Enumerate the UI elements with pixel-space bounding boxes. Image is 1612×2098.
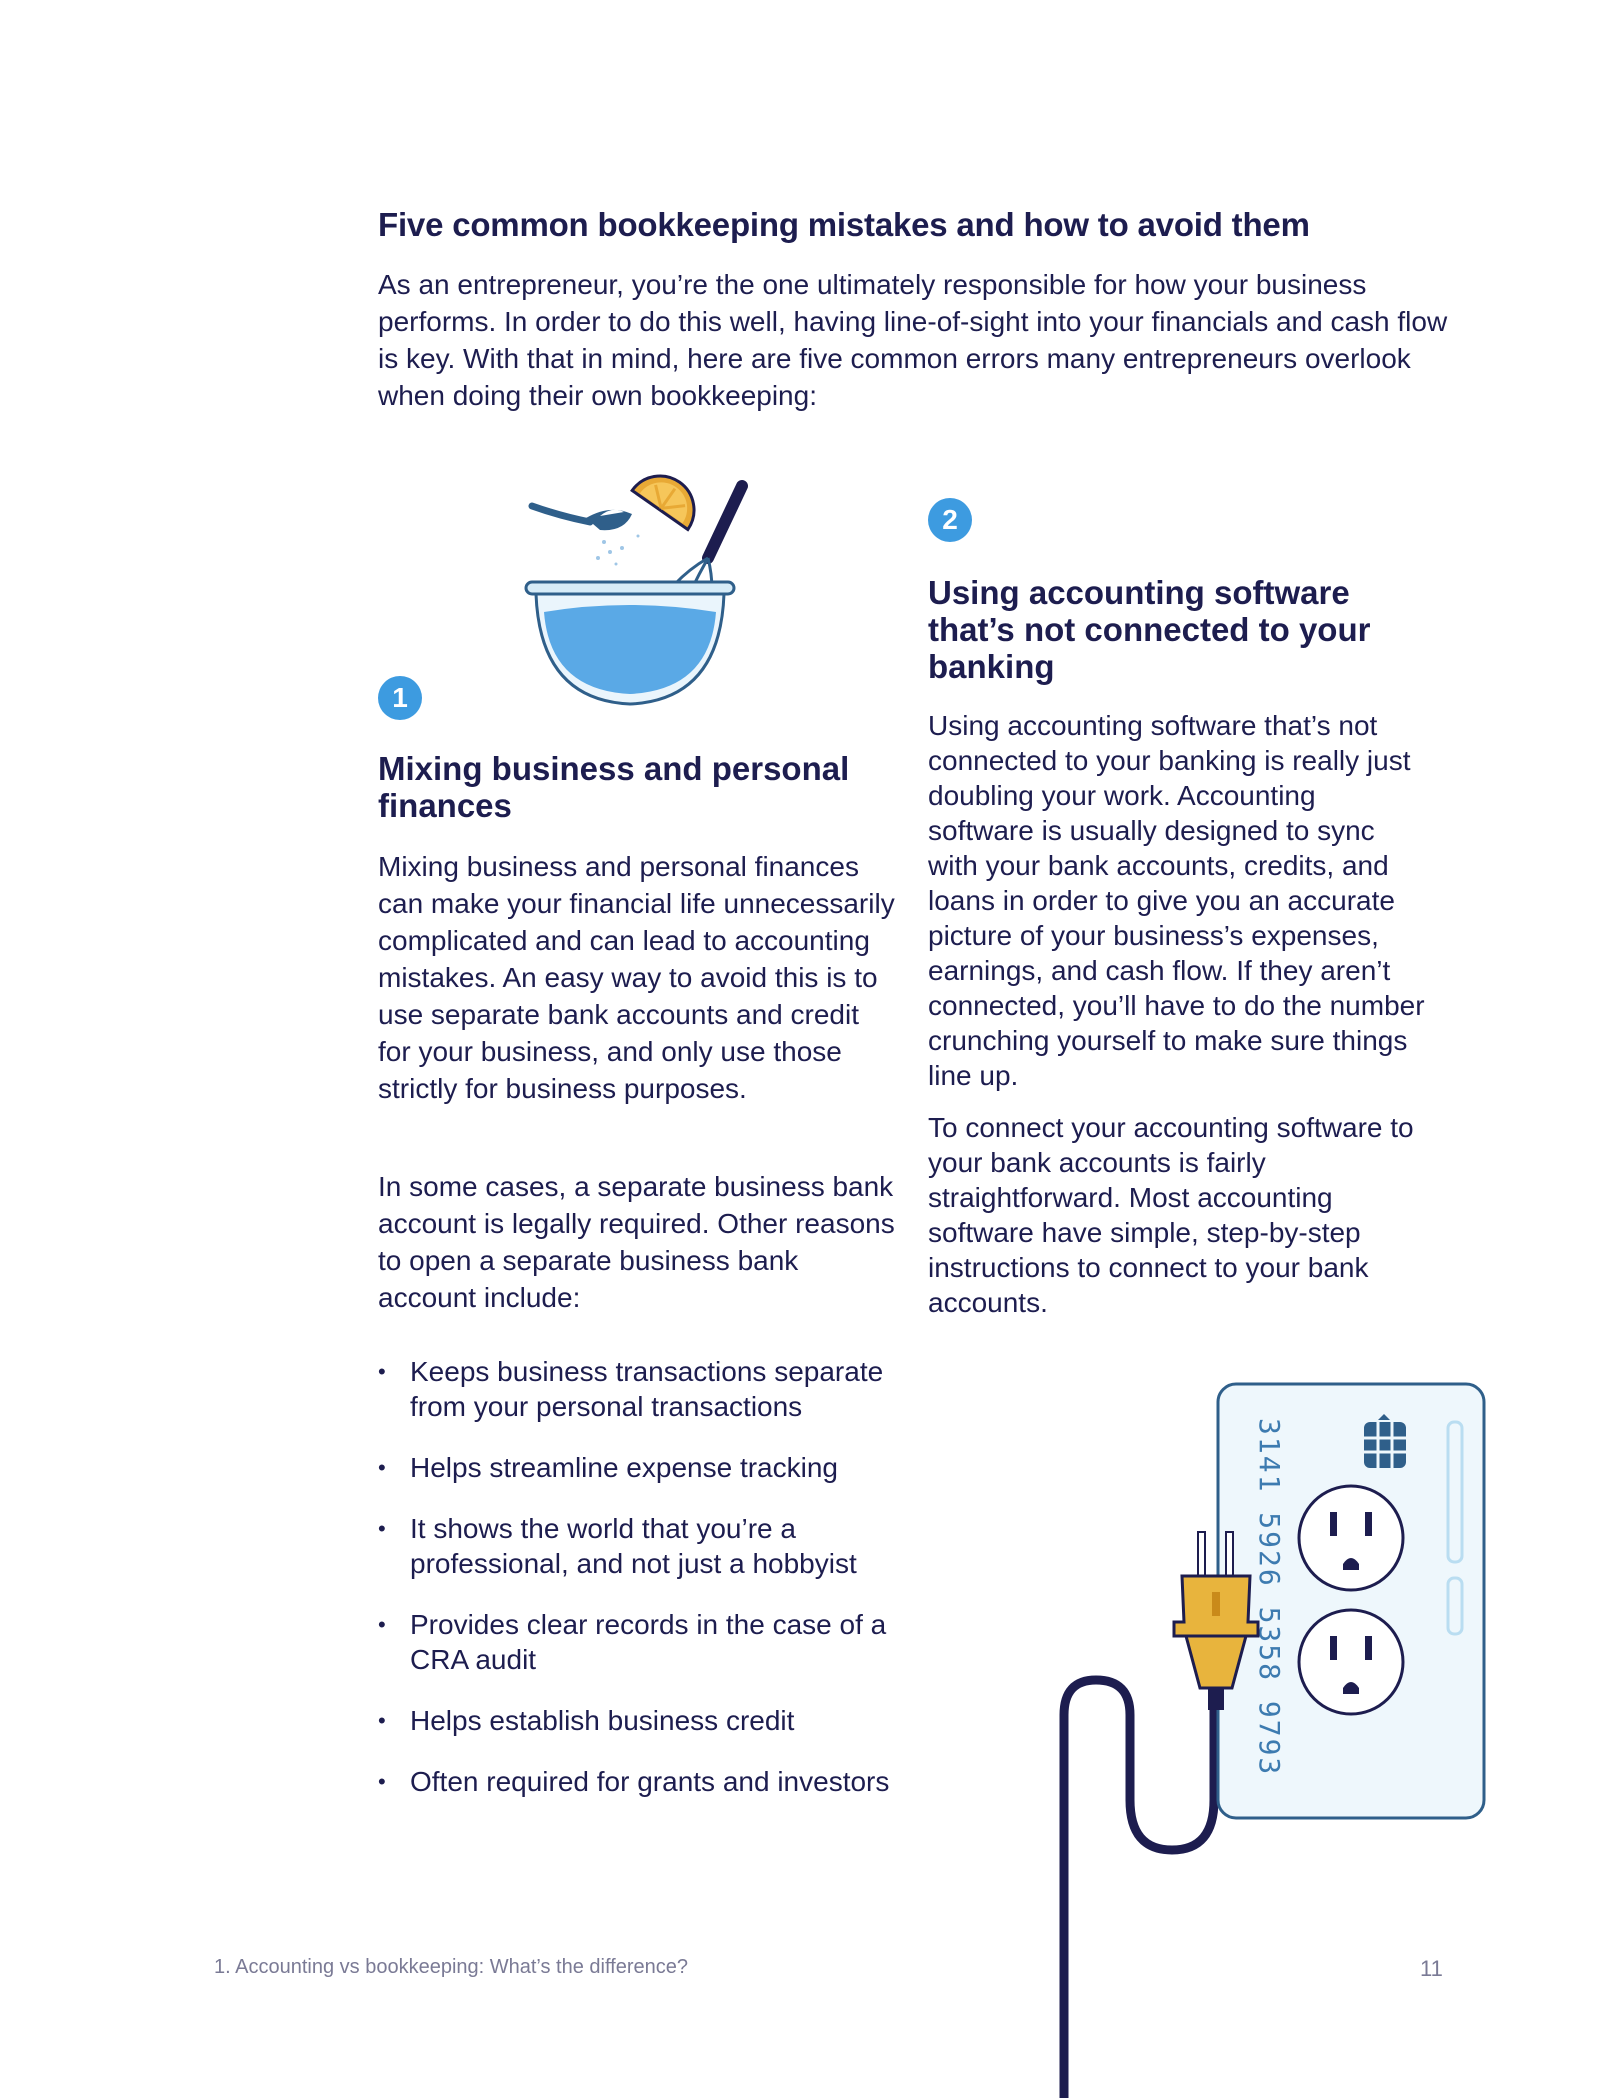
page-title: Five common bookkeeping mistakes and how to avoid them	[378, 206, 1310, 243]
outlet-bottom-icon	[1299, 1610, 1403, 1714]
list-item: • Often required for grants and investors	[378, 1764, 898, 1799]
section-1-paragraph-2: In some cases, a separate business bank account is legally required. Other reasons to open a separate business bank account include:	[378, 1171, 895, 1313]
credit-card-outlet-illustration	[960, 1370, 1490, 2098]
reasons-list	[378, 1354, 898, 1825]
step-1-badge: 1	[378, 676, 422, 720]
list-item: • Provides clear records in the case of a CRA audit	[378, 1607, 898, 1677]
card-chip-icon	[1364, 1414, 1406, 1468]
lemon-slice-icon	[632, 470, 707, 530]
section-2-paragraph-1: Using accounting software that’s not connected to your banking is really just doubling your work. Accounting software is usually designed to sync with your bank accounts, credits, and loans in order to give you an accurate picture of your business’s expenses, earnings, and cash flow. If they aren’t connected, you’ll have to do the number crunching yourself to make sure things line up.	[928, 710, 1425, 1091]
page-number: 11	[1420, 1956, 1443, 1981]
card-number: 3141 5926 5358 9793	[1253, 1418, 1286, 1777]
step-2-badge: 2	[928, 498, 972, 542]
section-2-title: Using accounting software that’s not connected to your banking	[928, 574, 1371, 685]
list-item: • Keeps business transactions separate from your personal transactions	[378, 1354, 898, 1424]
section-1-paragraph-1: Mixing business and personal finances can make your financial life unnecessarily complicated and can lead to accounting mistakes. An easy way to avoid this is to use separate bank accounts and credit for your business, and only use those strictly for business purposes.	[378, 851, 895, 1104]
outlet-top-icon	[1299, 1486, 1403, 1590]
list-item: • Helps streamline expense tracking	[378, 1450, 898, 1485]
intro-paragraph: As an entrepreneur, you’re the one ultimately responsible for how your business performs. In order to do this well, having line-of-sight into your financials and cash flow is key. With that in mind, here are five common errors many entrepreneurs overlook when doing their own bookkeeping:	[378, 269, 1448, 411]
section-1-title: Mixing business and personal finances	[378, 750, 850, 824]
spoon-icon	[532, 506, 632, 530]
section-2-paragraph-2: To connect your accounting software to your bank accounts is fairly straightforward. Most accounting software have simple, step-by-step instructions to connect to your bank accounts.	[928, 1112, 1414, 1318]
list-item: • It shows the world that you’re a professional, and not just a hobbyist	[378, 1511, 898, 1581]
mixing-bowl-illustration	[520, 470, 760, 710]
footer-chapter: 1. Accounting vs bookkeeping: What’s the difference?	[214, 1956, 689, 1978]
list-item: • Helps establish business credit	[378, 1703, 898, 1738]
